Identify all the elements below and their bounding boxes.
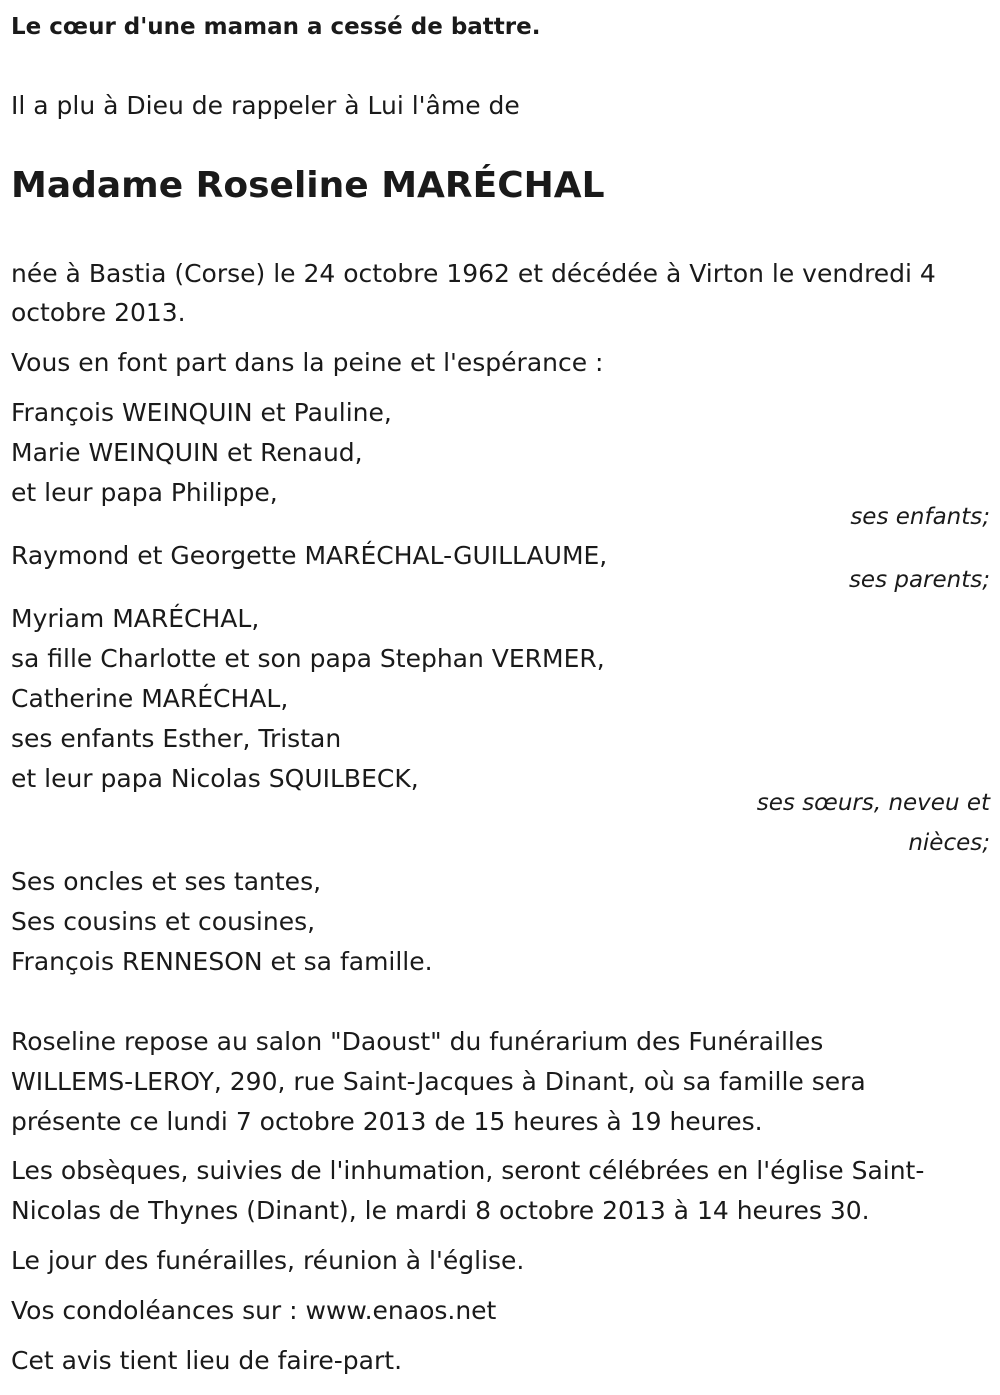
notice-text: Cet avis tient lieu de faire-part. xyxy=(11,1346,403,1375)
birth-death-line-1: née à Bastia (Corse) le 24 octobre 1962 et décédée à Virton le vendredi 4 xyxy=(11,259,936,288)
intro-text: Il a plu à Dieu de rappeler à Lui l'âme de xyxy=(11,91,520,120)
meeting-text: Le jour des funérailles, réunion à l'église. xyxy=(11,1246,525,1275)
siblings-line: sa fille Charlotte et son papa Stephan VERMER, xyxy=(11,644,605,673)
children-line: François WEINQUIN et Pauline, xyxy=(11,398,392,427)
siblings-line: Catherine MARÉCHAL, xyxy=(11,684,289,713)
siblings-line: ses enfants Esther, Tristan xyxy=(11,724,342,753)
parents-role: ses parents; xyxy=(848,567,990,593)
headline: Le cœur d'une maman a cessé de battre. xyxy=(11,14,541,40)
repose-line: Roseline repose au salon "Daoust" du funérarium des Funérailles xyxy=(11,1027,824,1056)
funeral-line: Nicolas de Thynes (Dinant), le mardi 8 octobre 2013 à 14 heures 30. xyxy=(11,1196,870,1225)
siblings-line: et leur papa Nicolas SQUILBECK, xyxy=(11,764,419,793)
birth-death-line-2: octobre 2013. xyxy=(11,298,186,327)
others-line: François RENNESON et sa famille. xyxy=(11,947,433,976)
deceased-name: Madame Roseline MARÉCHAL xyxy=(11,165,605,206)
condolences-text: Vos condoléances sur : www.enaos.net xyxy=(11,1296,497,1325)
others-line: Ses oncles et ses tantes, xyxy=(11,867,322,896)
children-line: et leur papa Philippe, xyxy=(11,478,278,507)
others-line: Ses cousins et cousines, xyxy=(11,907,316,936)
children-role: ses enfants; xyxy=(850,504,990,530)
repose-line: présente ce lundi 7 octobre 2013 de 15 heures à 19 heures. xyxy=(11,1107,763,1136)
siblings-role-line-1: ses sœurs, neveu et xyxy=(756,790,990,816)
children-line: Marie WEINQUIN et Renaud, xyxy=(11,438,363,467)
siblings-role-line-2: nièces; xyxy=(908,830,990,856)
parents-line: Raymond et Georgette MARÉCHAL-GUILLAUME, xyxy=(11,541,608,570)
siblings-line: Myriam MARÉCHAL, xyxy=(11,604,260,633)
announce-text: Vous en font part dans la peine et l'espérance : xyxy=(11,348,604,377)
repose-line: WILLEMS-LEROY, 290, rue Saint-Jacques à Dinant, où sa famille sera xyxy=(11,1067,866,1096)
funeral-line: Les obsèques, suivies de l'inhumation, seront célébrées en l'église Saint- xyxy=(11,1156,925,1185)
